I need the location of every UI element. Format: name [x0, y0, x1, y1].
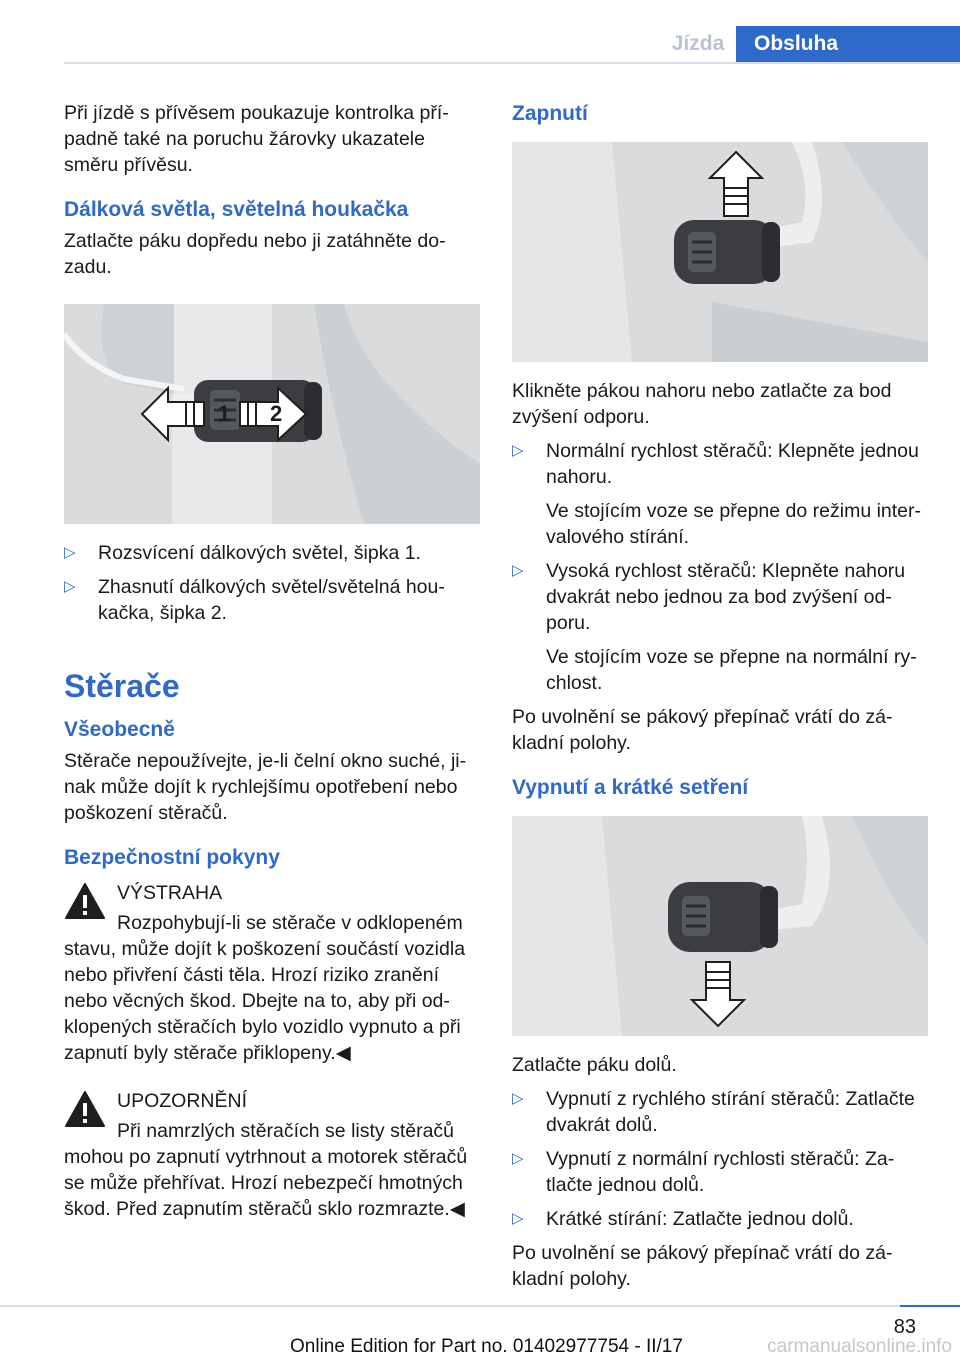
- footer-rule: [0, 1305, 960, 1307]
- intro-text: Při jízdě s přívěsem poukazuje kontrolka případně také na poruchu žárovky ukazatele směru přívěsu.: [64, 102, 449, 176]
- triangle-right-outline-icon: ▷: [512, 1150, 524, 1167]
- wiper-on-figure: [512, 142, 928, 362]
- notice-block: [64, 1088, 480, 1222]
- off-text: Zatlačte páku dolů.: [512, 1054, 677, 1076]
- footer-accent-rule: [900, 1305, 960, 1307]
- triangle-right-outline-icon: ▷: [512, 562, 524, 579]
- chapter-title: Stěrače: [64, 668, 180, 704]
- right-column: [512, 100, 928, 1300]
- notice-title: UPOZORNĚNÍ: [117, 1090, 248, 1112]
- warning-triangle-icon: [64, 1090, 106, 1128]
- high-beam-lever-figure: [64, 304, 480, 524]
- warning-body: stavu, může dojít k poškození součástí vozidla nebo přivření části těla. Hrozí riziko zranění nebo věcných škod. Dbejte na to, aby při odklopených stěračích bylo vozidlo vypnuto a při zapnutí byly stěrače přiklopeny.◀: [64, 938, 466, 1064]
- high-beam-text: Zatlačte páku dopředu nebo ji zatáhněte dozadu.: [64, 230, 446, 278]
- section-heading-high-beam: Dálková světla, světelná houkačka: [64, 198, 409, 221]
- tab-obsluha[interactable]: Obsluha: [736, 26, 960, 62]
- triangle-right-outline-icon: ▷: [64, 578, 76, 595]
- on-after-text: Po uvolnění se pákový přepínač vrátí do základní polohy.: [512, 706, 893, 754]
- warning-block: [64, 880, 480, 1066]
- notice-body: mohou po zapnutí vytrhnout a motorek stěračů se může přehřívat. Hrozí nebezpečí hmotných škod. Před zapnutím stěračů sklo rozmrazte.◀: [64, 1146, 468, 1220]
- triangle-right-outline-icon: ▷: [64, 544, 76, 561]
- left-column: [64, 100, 480, 1244]
- wiper-off-figure: [512, 816, 928, 1036]
- list-item: ▷ Krátké stírání: Zatlačte jednou dolů.: [512, 1208, 854, 1230]
- off-heading: Vypnutí a krátké setření: [512, 776, 749, 799]
- list-item: ▷ Rozsvícení dálkových světel, šipka 1.: [64, 542, 421, 564]
- warning-title: VÝSTRAHA: [117, 882, 223, 904]
- tab-jizda[interactable]: Jízda: [671, 32, 725, 55]
- list-item: ▷ Normální rychlost stěračů: Klepněte jednou nahoru. Ve stojícím voze se přepne do režimu intervalového stírání.: [512, 440, 922, 548]
- off-after-text: Po uvolnění se pákový přepínač vrátí do základní polohy.: [512, 1242, 893, 1290]
- list-item: ▷ Vypnutí z rychlého stírání stěračů: Zatlačte dvakrát dolů.: [512, 1088, 915, 1136]
- list-item: ▷ Vysoká rychlost stěračů: Klepněte nahoru dvakrát nebo jednou za bod zvýšení odporu. Ve stojícím voze se přepne na normální rychlost.: [512, 560, 917, 694]
- arrow-label-1: 1: [218, 401, 231, 426]
- general-text: Stěrače nepoužívejte, je-li čelní okno suché, jinak může dojít k rychlejšímu opotřebení nebo poškození stěračů.: [64, 750, 467, 824]
- list-item: ▷ Vypnutí z normální rychlosti stěračů: Zatlačte jednou dolů.: [512, 1148, 895, 1196]
- warning-triangle-icon: [64, 882, 106, 920]
- on-list: [512, 438, 928, 696]
- off-list: [512, 1086, 928, 1232]
- header-rule: [64, 62, 960, 64]
- on-text: Klikněte pákou nahoru nebo zatlačte za bod zvýšení odporu.: [512, 380, 892, 428]
- safety-heading: Bezpečnostní pokyny: [64, 846, 280, 869]
- edition-text: Online Edition for Part no. 01402977754 - II/17: [290, 1336, 683, 1357]
- watermark: carmanualsonline.info: [767, 1336, 952, 1357]
- high-beam-list: [64, 540, 480, 626]
- page-number: 83: [893, 1316, 916, 1338]
- arrow-label-2: 2: [270, 401, 283, 426]
- general-heading: Všeobecně: [64, 718, 175, 741]
- triangle-right-outline-icon: ▷: [512, 1090, 524, 1107]
- triangle-right-outline-icon: ▷: [512, 442, 524, 459]
- notice-lead: Při namrzlých stěračích se listy stěračů: [117, 1120, 455, 1142]
- warning-lead: Rozpohybují-li se stěrače v odklopeném: [117, 912, 463, 934]
- list-item: ▷ Zhasnutí dálkových světel/světelná houkačka, šipka 2.: [64, 576, 445, 624]
- triangle-right-outline-icon: ▷: [512, 1210, 524, 1227]
- on-heading: Zapnutí: [512, 102, 588, 125]
